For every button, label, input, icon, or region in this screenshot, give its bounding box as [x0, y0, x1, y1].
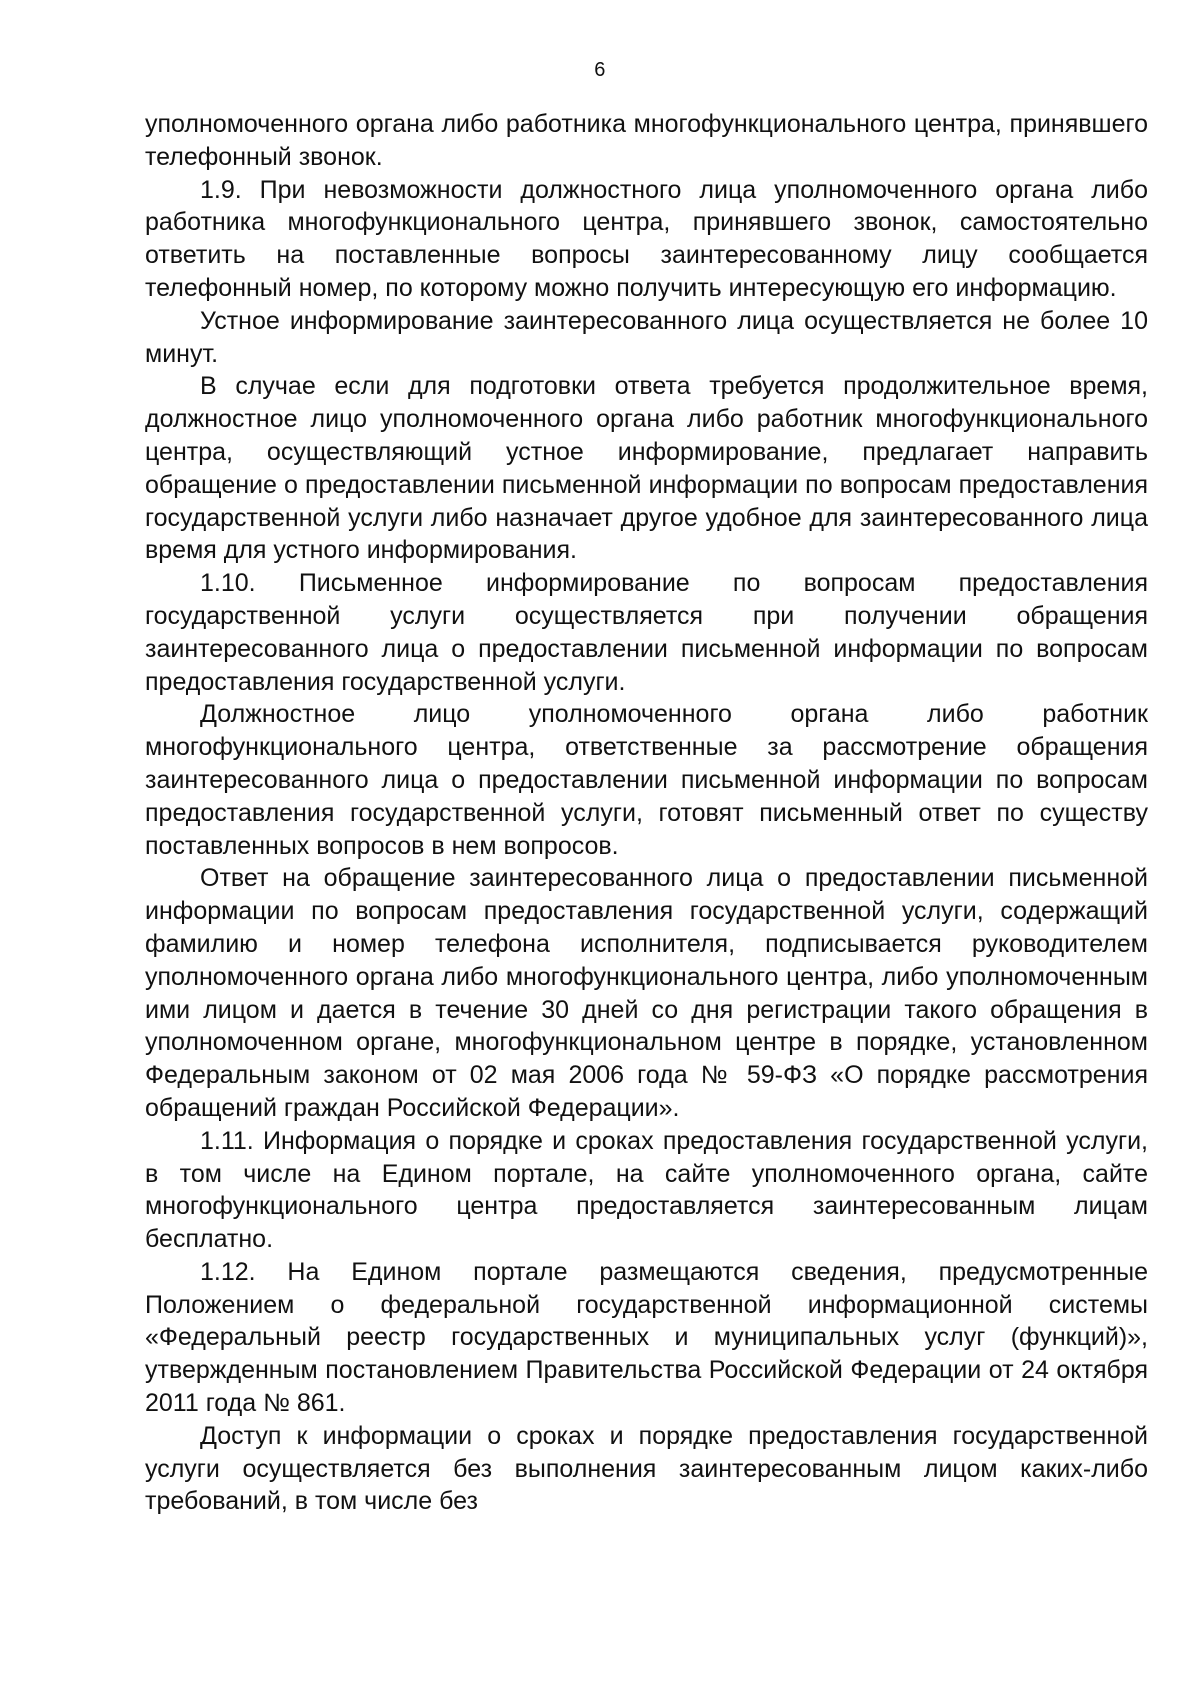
document-body [145, 108, 1148, 1518]
paragraph-1-10: 1.10. Письменное информирование по вопросам предоставления государственной услуги осуществляется при получении обращения заинтересованного лица о предоставлении письменной информации по вопросам предоставления государственной услуги. [145, 569, 1148, 696]
paragraph-oral-info-duration: Устное информирование заинтересованного лица осуществляется не более 10 минут. [145, 306, 1148, 368]
paragraph-access: Доступ к информации о сроках и порядке предоставления государственной услуги осуществляется без выполнения заинтересованным лицом каких-либо требований, в том числе без [145, 1421, 1148, 1516]
paragraph-responsible-official: Должностное лицо уполномоченного органа либо работник многофункционального центра, ответственные за рассмотрение обращения заинтересованного лица о предоставлении письменной информации по вопросам предоставления государственной услуги, готовят письменный ответ по существу поставленных вопросов в нем вопросов. [145, 700, 1148, 860]
paragraph-1-9: 1.9. При невозможности должностного лица уполномоченного органа либо работника многофункционального центра, принявшего звонок, самостоятельно ответить на поставленные вопросы заинтересованному лицу сообщается телефонный номер, по которому можно получить интересующую его информацию. [145, 175, 1148, 302]
paragraph-continuation: уполномоченного органа либо работника многофункционального центра, принявшего телефонный звонок. [145, 110, 1148, 171]
paragraph-1-11: 1.11. Информация о порядке и сроках предоставления государственной услуги, в том числе на Едином портале, на сайте уполномоченного органа, сайте многофункционального центра предоставляется заинтересованным лицам бесплатно. [145, 1126, 1148, 1254]
paragraph-extended-time: В случае если для подготовки ответа требуется продолжительное время, должностное лицо уполномоченного органа либо работник многофункционального центра, осуществляющий устное информирование, предлагает направить обращение о предоставлении письменной информации по вопросам предоставления государственной услуги либо назначает другое удобное для заинтересованного лица время для устного информирования. [145, 372, 1148, 565]
paragraph-response: Ответ на обращение заинтересованного лица о предоставлении письменной информации по вопросам предоставления государственной услуги, содержащий фамилию и номер телефона исполнителя, подписывается руководителем уполномоченного органа либо многофункционального центра, либо уполномоченным ими лицом и дается в течение 30 дней со дня регистрации такого обращения в уполномоченном органе, многофункциональном центре в порядке, установленном Федеральным законом от 02 мая 2006 года № 59-ФЗ «О порядке рассмотрения обращений граждан Российской Федерации». [145, 864, 1148, 1122]
paragraph-1-12: 1.12. На Едином портале размещаются сведения, предусмотренные Положением о федеральной государственной информационной системы «Федеральный реестр государственных и муниципальных услуг (функций)», утвержденным постановлением Правительства Российской Федерации от 24 октября 2011 года № 861. [145, 1257, 1148, 1418]
page-number: 6 [594, 59, 606, 81]
